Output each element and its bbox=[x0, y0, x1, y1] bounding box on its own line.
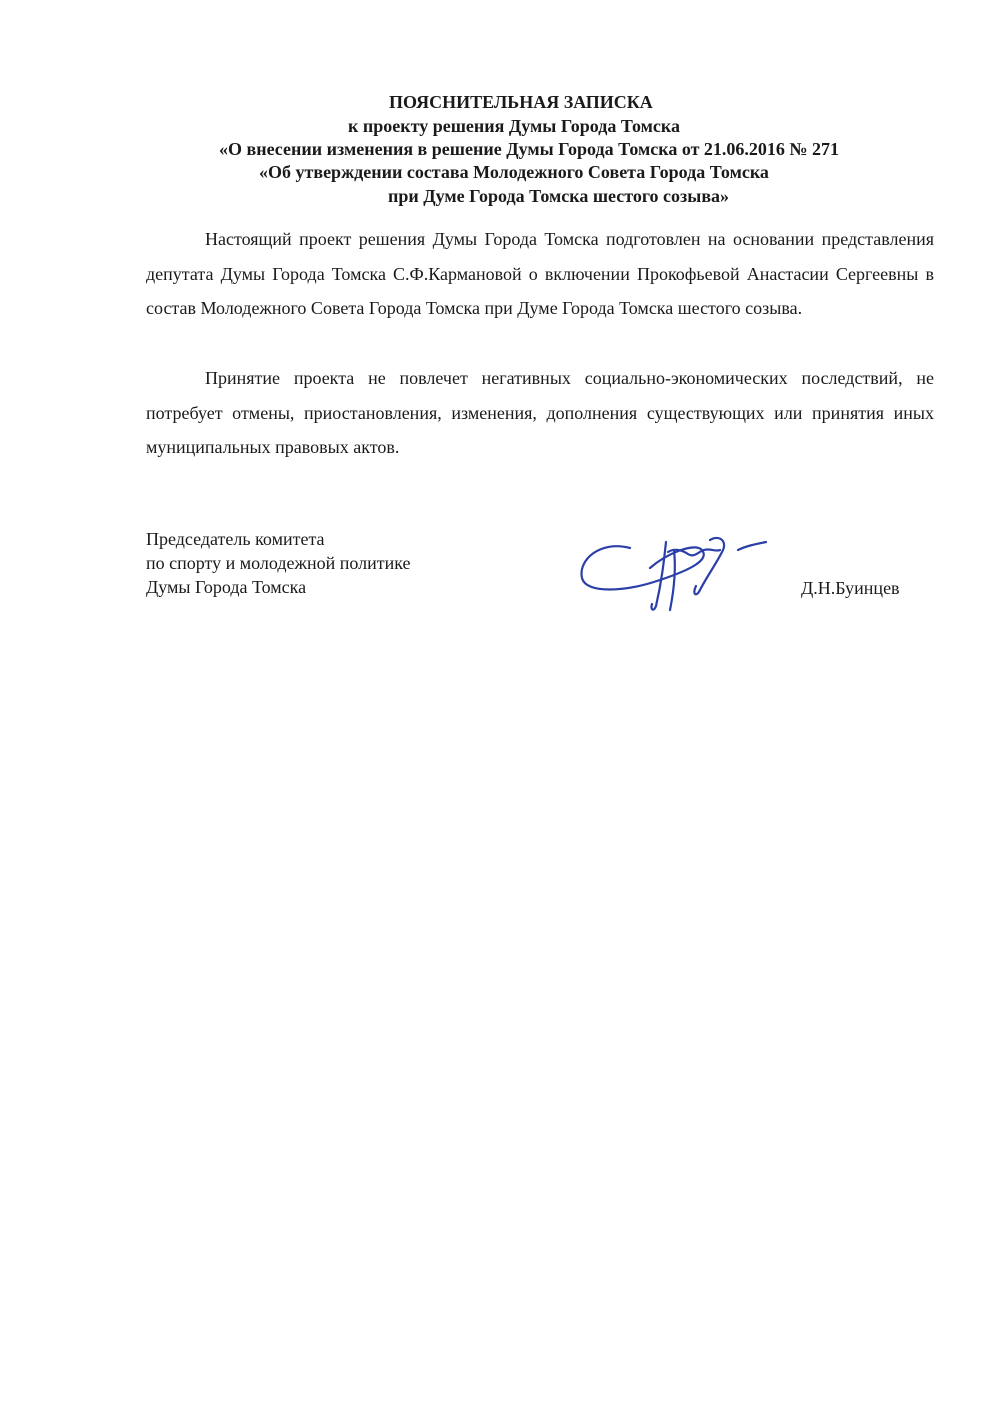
subtitle-line-3: «Об утверждении состава Молодежного Совета Города Томска bbox=[259, 162, 769, 182]
document-title: ПОЯСНИТЕЛЬНАЯ ЗАПИСКА bbox=[389, 92, 653, 112]
position-line-1: Председатель комитета bbox=[146, 529, 325, 549]
position-line-2: по спорту и молодежной политике bbox=[146, 553, 411, 573]
signatory-position bbox=[146, 527, 411, 599]
body-paragraph-2: Принятие проекта не повлечет негативных социально-экономических последствий, не потребует отмены, приостановления, изменения, дополнения существующих или принятия иных муниципальных правовых актов. bbox=[146, 368, 934, 457]
position-line-3: Думы Города Томска bbox=[146, 577, 307, 597]
subtitle-line-1: к проекту решения Думы Города Томска bbox=[348, 116, 681, 136]
signer-name: Д.Н.Буинцев bbox=[801, 578, 900, 598]
subtitle-line-2: «О внесении изменения в решение Думы Города Томска от 21.06.2016 № 271 bbox=[219, 139, 840, 159]
handwritten-signature bbox=[570, 520, 780, 620]
body-paragraph-1: Настоящий проект решения Думы Города Томска подготовлен на основании представления депутата Думы Города Томска С.Ф.Кармановой о включении Прокофьевой Анастасии Сергеевны в состав Молодежного Совета Города Томска при Думе Города Томска шестого созыва. bbox=[146, 229, 934, 318]
subtitle-line-4: при Думе Города Томска шестого созыва» bbox=[388, 186, 730, 206]
